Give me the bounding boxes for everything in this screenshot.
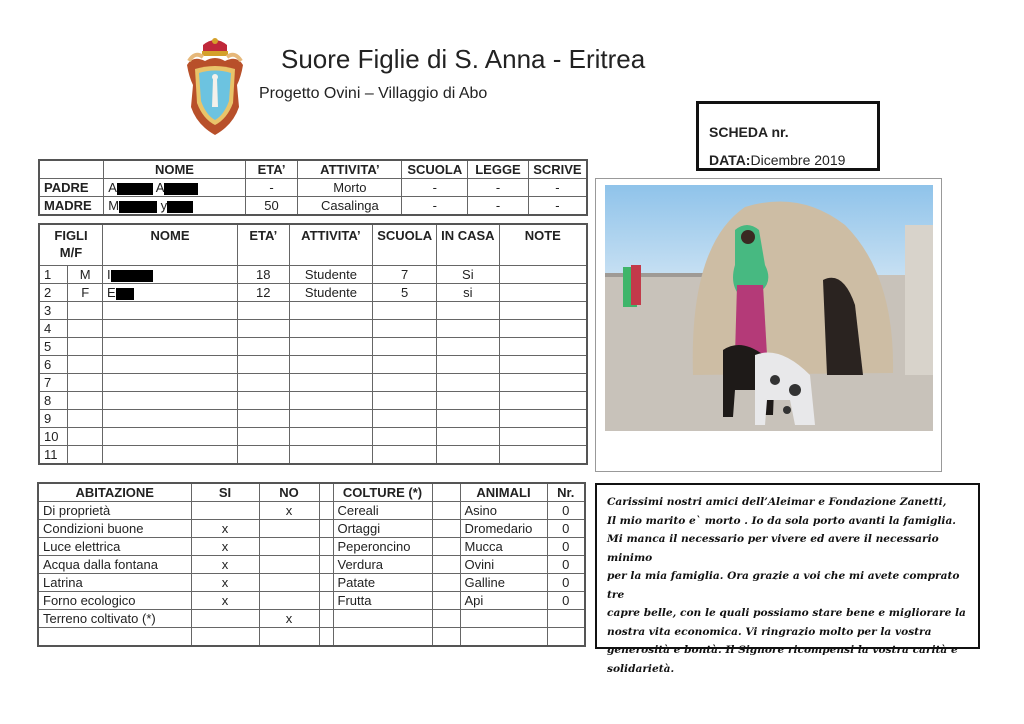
table-row: [39, 356, 587, 374]
table-row: [39, 302, 587, 320]
crop-item: Frutta: [333, 592, 432, 610]
table-row: [39, 320, 587, 338]
si-mark: x: [191, 592, 259, 610]
redaction-bar: [119, 201, 157, 213]
age-cell: 18: [237, 266, 289, 284]
letter-line: Il mio marito e` morto . Io da sola porto avanti la famiglia.: [607, 514, 956, 527]
writes-cell: -: [528, 197, 587, 216]
letter-line: per la mia famiglia. Ora grazie a voi che mi avete comprato tre: [607, 570, 960, 601]
header-cell: IN CASA: [437, 224, 499, 266]
crop-item: Verdura: [333, 556, 432, 574]
animal-count: 0: [547, 574, 585, 592]
table-row: [38, 520, 585, 538]
animal-count: 0: [547, 592, 585, 610]
crop-item: Peperoncino: [333, 538, 432, 556]
letter-line: solidarietà.: [607, 662, 675, 675]
redaction-bar: [164, 183, 198, 195]
row-number: 5: [39, 338, 68, 356]
row-number: 11: [39, 446, 68, 465]
activity-cell: Casalinga: [298, 197, 402, 216]
page-title: Suore Figlie di S. Anna - Eritrea: [281, 44, 646, 74]
row-number: 2: [39, 284, 68, 302]
animal-count: 0: [547, 502, 585, 520]
role-cell: PADRE: [39, 179, 104, 197]
table-row: [39, 428, 587, 446]
school-cell: 5: [373, 284, 437, 302]
table-row: [39, 284, 587, 302]
sex-cell: F: [68, 284, 103, 302]
thank-you-letter: [595, 483, 980, 675]
name-initial: y: [160, 198, 168, 213]
row-number: 10: [39, 428, 68, 446]
si-mark: x: [191, 574, 259, 592]
school-cell: -: [402, 197, 468, 216]
animal-item: Ovini: [460, 556, 547, 574]
animal-item: Galline: [460, 574, 547, 592]
table-row: [39, 410, 587, 428]
header-cell: SCRIVE: [528, 160, 587, 179]
table-row: [38, 610, 585, 628]
name-cell: [104, 179, 246, 197]
table-row: [38, 502, 585, 520]
animal-item: Asino: [460, 502, 547, 520]
table-header-row: [39, 224, 587, 266]
name-initial: E: [107, 285, 116, 300]
age-cell: 12: [237, 284, 289, 302]
crop-item: [333, 628, 432, 647]
header-cell: SCUOLA: [402, 160, 468, 179]
table-header-row: [39, 160, 587, 179]
housing-item: Luce elettrica: [38, 538, 191, 556]
header-cell: COLTURE (*): [333, 483, 432, 502]
writes-cell: -: [528, 179, 587, 197]
header-cell-figli: [39, 224, 103, 266]
housing-table: [37, 482, 586, 647]
redaction-bar: [117, 183, 153, 195]
table-row: [38, 574, 585, 592]
row-number: 8: [39, 392, 68, 410]
letter-line: Carissimi nostri amici dell’Aleimar e Fondazione Zanetti,: [607, 496, 947, 508]
no-mark: [259, 592, 319, 610]
family-photo: [605, 185, 933, 431]
row-number: 6: [39, 356, 68, 374]
header-cell: NOTE: [499, 224, 587, 266]
table-row: [38, 556, 585, 574]
scheda-box: [696, 101, 880, 171]
animal-item: Api: [460, 592, 547, 610]
housing-item: Forno ecologico: [38, 592, 191, 610]
age-cell: 50: [245, 197, 298, 216]
row-number: 9: [39, 410, 68, 428]
activity-cell: Studente: [289, 284, 373, 302]
table-row: [38, 592, 585, 610]
school-cell: -: [402, 179, 468, 197]
header-cell: NOME: [104, 160, 246, 179]
note-cell: [499, 284, 587, 302]
date-label: DATA:: [709, 152, 751, 168]
header-cell: NOME: [103, 224, 238, 266]
si-mark: [191, 610, 259, 628]
no-mark: [259, 628, 319, 647]
header-cell: [39, 160, 104, 179]
no-mark: [259, 556, 319, 574]
table-row: [38, 538, 585, 556]
animal-count: 0: [547, 520, 585, 538]
housing-item: Di proprietà: [38, 502, 191, 520]
housing-item: Terreno coltivato (*): [38, 610, 191, 628]
children-table: [38, 223, 588, 465]
name-initial: I: [107, 267, 111, 282]
coat-of-arms-logo: [183, 37, 247, 139]
animal-count: 0: [547, 556, 585, 574]
header-text: FIGLI: [54, 228, 88, 243]
table-row: [39, 338, 587, 356]
header-text: M/F: [59, 245, 83, 260]
animal-item: Mucca: [460, 538, 547, 556]
note-cell: [499, 266, 587, 284]
si-mark: x: [191, 520, 259, 538]
table-row: [39, 446, 587, 465]
animal-item: [460, 610, 547, 628]
name-initial: A: [108, 180, 117, 195]
header-cell: SCUOLA: [373, 224, 437, 266]
row-number: 1: [39, 266, 68, 284]
header-cell: ETA’: [237, 224, 289, 266]
header-cell: ABITAZIONE: [38, 483, 191, 502]
header-cell: ETA’: [245, 160, 298, 179]
reads-cell: -: [468, 179, 529, 197]
header-cell: Nr.: [547, 483, 585, 502]
activity-cell: Studente: [289, 266, 373, 284]
crop-item: Cereali: [333, 502, 432, 520]
crop-item: Patate: [333, 574, 432, 592]
table-row: [39, 197, 587, 216]
housing-item: Condizioni buone: [38, 520, 191, 538]
home-cell: Si: [437, 266, 499, 284]
no-mark: [259, 538, 319, 556]
scheda-number-label: SCHEDA nr.: [709, 124, 789, 140]
header-cell: SI: [191, 483, 259, 502]
table-row: [39, 179, 587, 197]
housing-item: [38, 628, 191, 647]
page-subtitle: Progetto Ovini – Villaggio di Abo: [259, 85, 488, 102]
header-cell: ANIMALI: [460, 483, 547, 502]
redaction-bar: [116, 288, 134, 300]
animal-count: 0: [547, 538, 585, 556]
row-number: 3: [39, 302, 68, 320]
housing-item: Acqua dalla fontana: [38, 556, 191, 574]
redaction-bar: [111, 270, 153, 282]
name-cell: [104, 197, 246, 216]
sex-cell: M: [68, 266, 103, 284]
header-cell: ATTIVITA’: [289, 224, 373, 266]
row-number: 7: [39, 374, 68, 392]
letter-line: generosità e bontà. Il Signore ricompensi la vostra carità e: [607, 644, 958, 656]
si-mark: [191, 628, 259, 647]
table-row: [39, 392, 587, 410]
crop-item: [333, 610, 432, 628]
housing-item: Latrina: [38, 574, 191, 592]
letter-line: nostra vita economica. Vi ringrazio molto per la vostra: [607, 625, 932, 638]
si-mark: x: [191, 556, 259, 574]
redaction-bar: [167, 201, 193, 213]
header-cell: ATTIVITA’: [298, 160, 402, 179]
animal-item: [460, 628, 547, 647]
date-value: Dicembre 2019: [750, 152, 846, 168]
name-initial: M: [108, 198, 120, 213]
reads-cell: -: [468, 197, 529, 216]
row-number: 4: [39, 320, 68, 338]
header-cell: LEGGE: [468, 160, 529, 179]
activity-cell: Morto: [298, 179, 402, 197]
home-cell: si: [437, 284, 499, 302]
table-row: [39, 266, 587, 284]
animal-item: Dromedario: [460, 520, 547, 538]
parents-table: [38, 159, 588, 216]
no-mark: x: [259, 610, 319, 628]
table-header-row: [38, 483, 585, 502]
no-mark: [259, 520, 319, 538]
table-row: [38, 628, 585, 647]
name-cell: [103, 266, 238, 284]
school-cell: 7: [373, 266, 437, 284]
no-mark: x: [259, 502, 319, 520]
si-mark: [191, 502, 259, 520]
si-mark: x: [191, 538, 259, 556]
coat-of-arms-icon: [183, 37, 247, 139]
name-cell: [103, 284, 238, 302]
crop-item: Ortaggi: [333, 520, 432, 538]
no-mark: [259, 574, 319, 592]
name-initial: A: [155, 180, 165, 195]
role-cell: MADRE: [39, 197, 104, 216]
header-cell: NO: [259, 483, 319, 502]
letter-line: Mi manca il necessario per vivere ed avere il necessario minimo: [607, 533, 939, 564]
age-cell: -: [245, 179, 298, 197]
animal-count: [547, 628, 585, 647]
animal-count: [547, 610, 585, 628]
table-row: [39, 374, 587, 392]
letter-line: capre belle, con le quali possiamo stare bene e migliorare la: [607, 607, 966, 619]
